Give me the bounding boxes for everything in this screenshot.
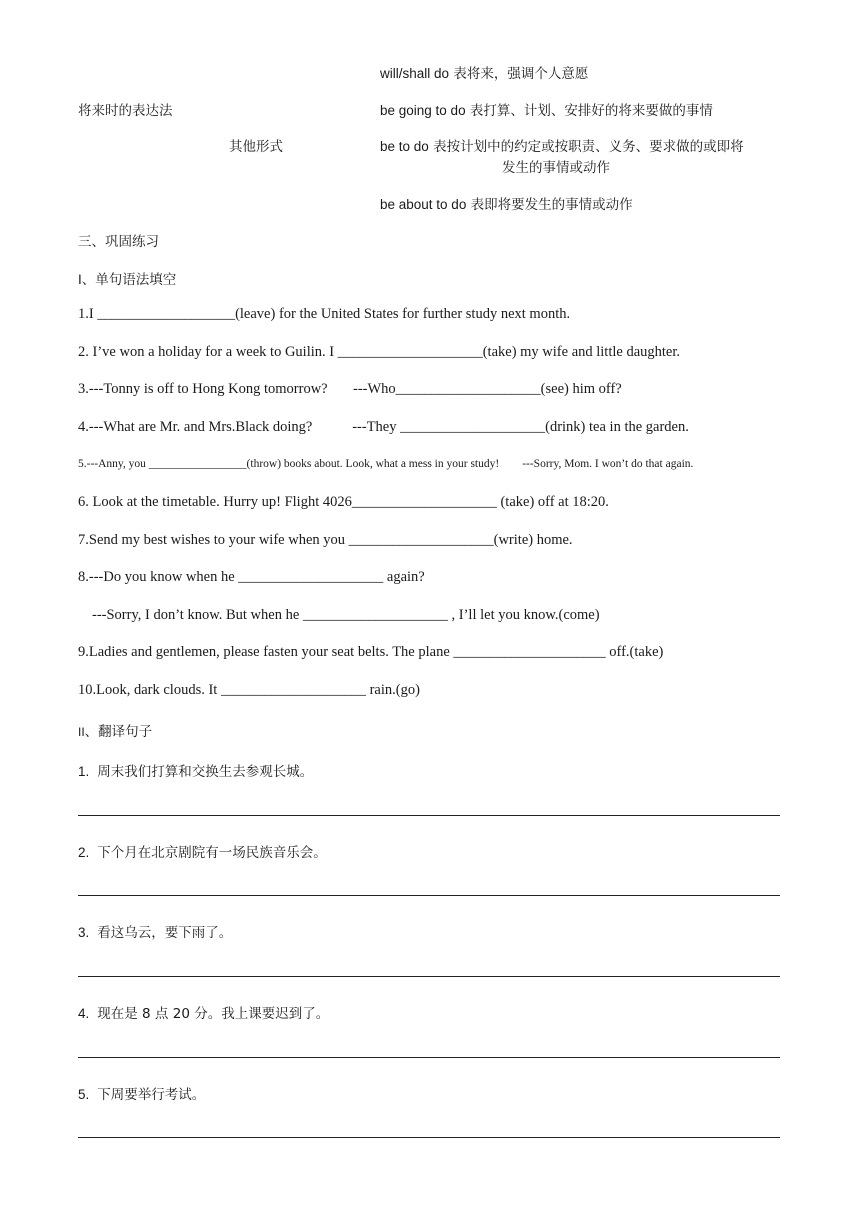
translation-number: 1. — [78, 764, 90, 779]
answer-line-5[interactable] — [78, 1137, 780, 1138]
translation-text: 周末我们打算和交换生去参观长城。 — [97, 764, 314, 780]
exercise-5: 5.---Anny, you _________________(throw) books about. Look, what a mess in your study! ---Sorry, Mom. I won’t do that again. — [78, 458, 694, 470]
table-label-other-forms: 其他形式 — [229, 139, 283, 155]
part1-title-text: 、单句语法填空 — [81, 272, 177, 288]
translation-number: 2. — [78, 845, 90, 860]
table-row-be-going-to — [380, 99, 713, 120]
answer-line-1[interactable] — [78, 815, 780, 816]
table-label-future-expressions: 将来时的表达法 — [78, 103, 173, 119]
section-title: 三、巩固练习 — [78, 234, 159, 250]
translation-3 — [78, 921, 232, 942]
exercise-9: 9.Ladies and gentlemen, please fasten your seat belts. The plane _____________________ off.(take) — [78, 644, 664, 660]
exercise-1: 1.I ___________________(leave) for the United States for further study next month. — [78, 306, 571, 322]
exercise-6: 6. Look at the timetable. Hurry up! Flight 4026____________________ (take) off at 18:20. — [78, 494, 609, 510]
exercise-8-response: ---Sorry, I don’t know. But when he ____________________ , I’ll let you know.(come) — [92, 607, 600, 623]
exercise-2: 2. I’ve won a holiday for a week to Guilin. I ____________________(take) my wife and little daughter. — [78, 344, 681, 360]
form-be-to: be to do — [380, 139, 429, 154]
translation-2 — [78, 841, 327, 862]
meaning-be-to: 表按计划中的约定或按职责、义务、要求做的或即将 — [428, 139, 744, 155]
meaning-be-going-to: 表打算、计划、安排好的将来要做的事情 — [465, 103, 713, 119]
exercise-4: 4.---What are Mr. and Mrs.Black doing? ---They ____________________(drink) tea in the garden. — [78, 419, 689, 435]
table-row-be-about-to — [380, 193, 633, 214]
meaning-be-to-continued: 发生的事情或动作 — [502, 160, 610, 176]
translation-4 — [78, 1002, 329, 1023]
answer-line-3[interactable] — [78, 976, 780, 977]
exercise-7: 7.Send my best wishes to your wife when you ____________________(write) home. — [78, 532, 573, 548]
exercise-3: 3.---Tonny is off to Hong Kong tomorrow? ---Who____________________(see) him off? — [78, 381, 622, 397]
meaning-will-shall: 表将来，强调个人意愿 — [449, 66, 589, 82]
form-be-going-to: be going to do — [380, 103, 466, 118]
table-row-be-to — [380, 135, 744, 156]
form-be-about-to: be about to do — [380, 197, 467, 212]
translation-1 — [78, 760, 313, 781]
translation-number: 5. — [78, 1087, 90, 1102]
part1-roman: I — [78, 272, 82, 287]
translation-text: 看这乌云，要下雨了。 — [97, 925, 233, 941]
part2-title — [78, 720, 152, 741]
answer-line-4[interactable] — [78, 1057, 780, 1058]
translation-5 — [78, 1083, 205, 1104]
translation-text: 下周要举行考试。 — [97, 1087, 206, 1103]
translation-text: 下个月在北京剧院有一场民族音乐会。 — [97, 845, 327, 861]
translation-number: 4. — [78, 1006, 90, 1021]
part2-roman: II — [78, 725, 85, 739]
exercise-10: 10.Look, dark clouds. It ____________________ rain.(go) — [78, 682, 420, 698]
table-row-will-shall — [380, 62, 588, 83]
exercise-8: 8.---Do you know when he ____________________ again? — [78, 569, 425, 585]
form-will-shall: will/shall do — [380, 66, 450, 81]
part1-title — [78, 268, 176, 289]
meaning-be-about-to: 表即将要发生的事情或动作 — [466, 197, 633, 213]
part2-title-text: 、翻译句子 — [84, 724, 153, 740]
answer-line-2[interactable] — [78, 895, 780, 896]
translation-number: 3. — [78, 925, 90, 940]
translation-text: 现在是 8 点 20 分。我上课要迟到了。 — [97, 1006, 330, 1022]
